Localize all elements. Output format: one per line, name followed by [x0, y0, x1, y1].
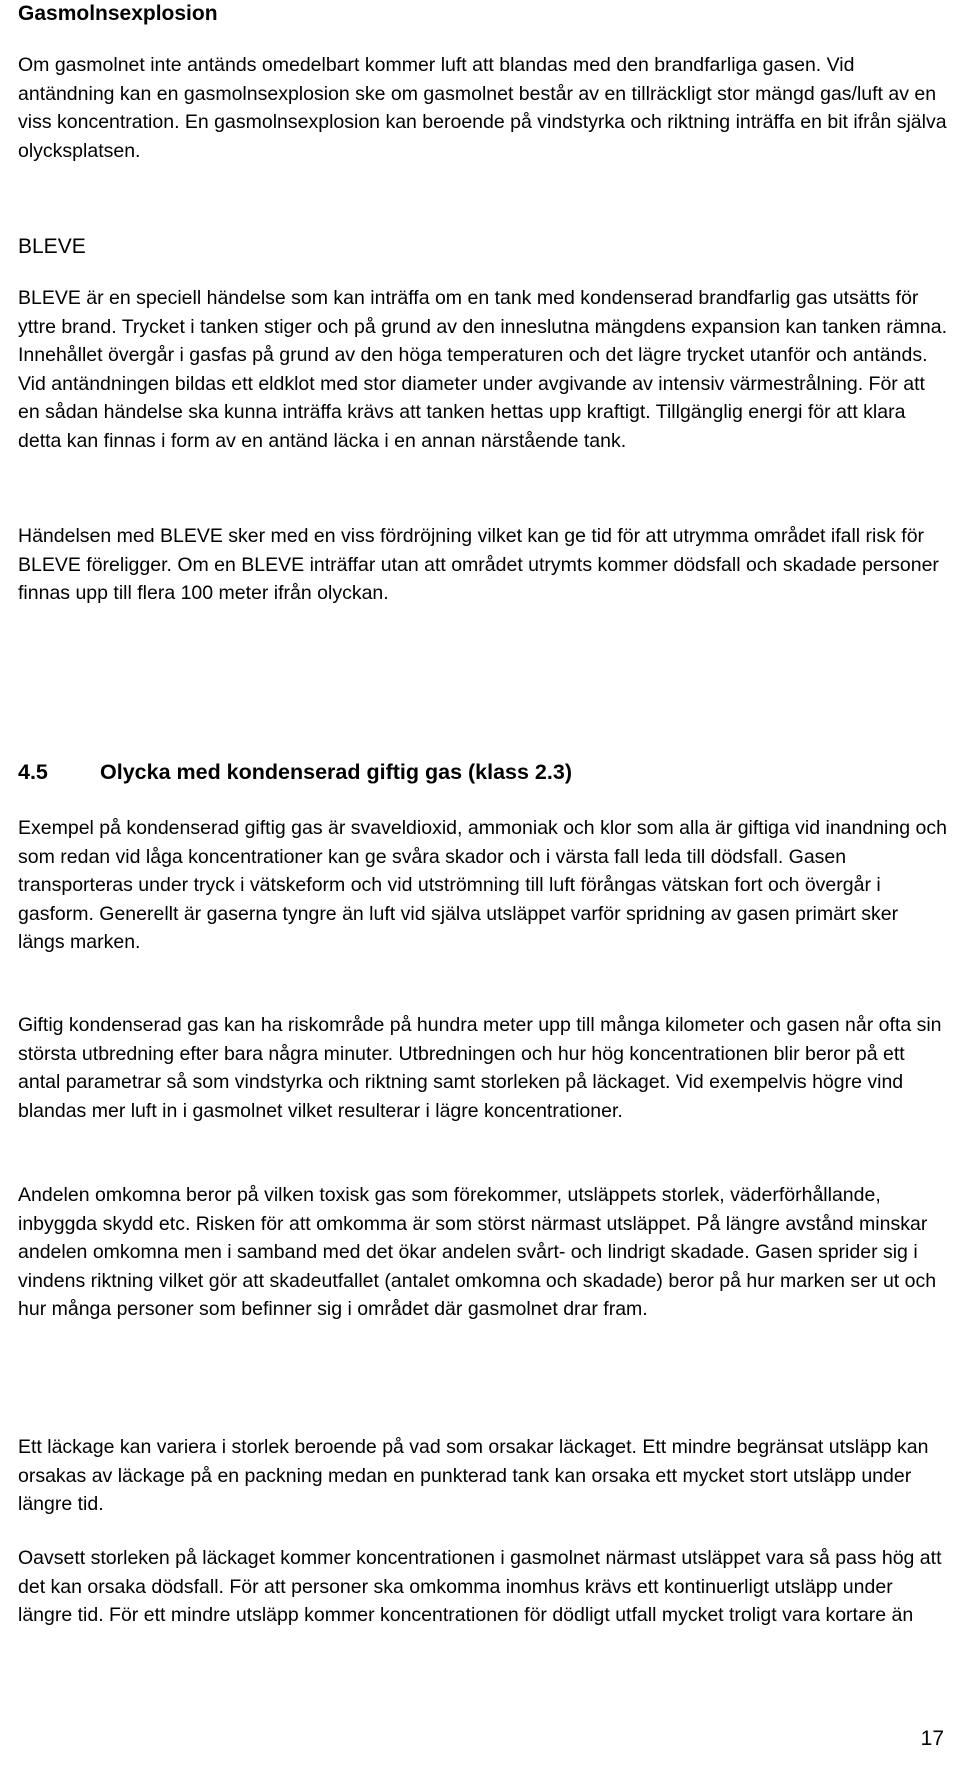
paragraph-fatalities: Andelen omkomna beror på vilken toxisk gas som förekommer, utsläppets storlek, väderförhållande, inbyggda skydd etc. Risken för att omkomma är som störst närmast utsläppet. På längre avstånd minskar andelen omkomna men i samband med det ökar andelen svårt- och lindrigt skadade. Gasen sprider sig i vindens riktning vilket gör att skadeutfallet (antalet omkomna och skadade) beror på hur marken ser ut och hur många personer som befinner sig i området där gasmolnet drar fram. [18, 1184, 937, 1321]
paragraph-risk-area: Giftig kondenserad gas kan ha riskområde på hundra meter upp till många kilometer och gasen når ofta sin största utbredning efter bara några minuter. Utbredningen och hur hög koncentrationen blir beror på ett antal parametrar så som vindstyrka och riktning samt storleken på läckaget. Vid exempelvis högre vind blandas mer luft in i gasmolnet vilket resulterar i lägre koncentrationer. [18, 1014, 942, 1122]
paragraph-leak-size: Ett läckage kan variera i storlek beroende på vad som orsakar läckaget. Ett mindre begränsat utsläpp kan orsakas av läckage på en packning medan en punkterad tank kan orsaka ett mycket stort utsläpp under längre tid. [18, 1436, 929, 1516]
paragraph-bleve-consequences: Händelsen med BLEVE sker med en viss fördröjning vilket kan ge tid för att utrymma området ifall risk för BLEVE föreligger. Om en BLEVE inträffar utan att området utrymts kommer dödsfall och skadade personer finnas upp till flera 100 meter ifrån olyckan. [18, 525, 939, 605]
paragraph-toxic-gas-examples: Exempel på kondenserad giftig gas är svaveldioxid, ammoniak och klor som alla är giftiga vid inandning och som redan vid låga koncentrationer kan ge svåra skador och i värsta fall leda till dödsfall. Gasen transporteras under tryck i vätskeform och vid utströmning till luft förångas vätskan fort och övergår i gasform. Generellt är gaserna tyngre än luft vid själva utsläppet varför spridning av gasen primärt sker längs marken. [18, 817, 947, 954]
paragraph-gasmolnsexplosion: Om gasmolnet inte antänds omedelbart kommer luft att blandas med den brandfarliga gasen. Vid antändning kan en gasmolnsexplosion ske om gasmolnet består av en tillräckligt stor mängd gas/luft av en viss koncentration. En gasmolnsexplosion kan beroende på vindstyrka och riktning inträffa en bit ifrån själva olycksplatsen. [18, 54, 947, 162]
section-number: 4.5 [18, 760, 48, 784]
section-heading-4-5 [18, 757, 572, 787]
paragraph-bleve-description: BLEVE är en speciell händelse som kan inträffa om en tank med kondenserad brandfarlig gas utsätts för yttre brand. Trycket i tanken stiger och på grund av den inneslutna mängdens expansion kan tanken rämna. Innehållet övergår i gasfas på grund av den höga temperaturen och det lägre trycket utanför och antänds. Vid antändningen bildas ett eldklot med stor diameter under avgivande av intensiv värmestrålning. För att en sådan händelse ska kunna inträffa krävs att tanken hettas upp kraftigt. Tillgänglig energi för att klara detta kan finnas i form av en antänd läcka i en annan närstående tank. [18, 287, 947, 452]
section-title: Olycka med kondenserad giftig gas (klass 2.3) [100, 760, 572, 784]
subheading-bleve: BLEVE [18, 235, 86, 258]
paragraph-concentration: Oavsett storleken på läckaget kommer koncentrationen i gasmolnet närmast utsläppet vara så pass hög att det kan orsaka dödsfall. För att personer ska omkomma inomhus krävs ett kontinuerligt utsläpp under längre tid. För ett mindre utsläpp kommer koncentrationen för dödligt utfall mycket troligt vara kortare än [18, 1547, 942, 1627]
subheading-gasmolnsexplosion: Gasmolnsexplosion [18, 2, 218, 25]
page-number: 17 [920, 1727, 944, 1750]
